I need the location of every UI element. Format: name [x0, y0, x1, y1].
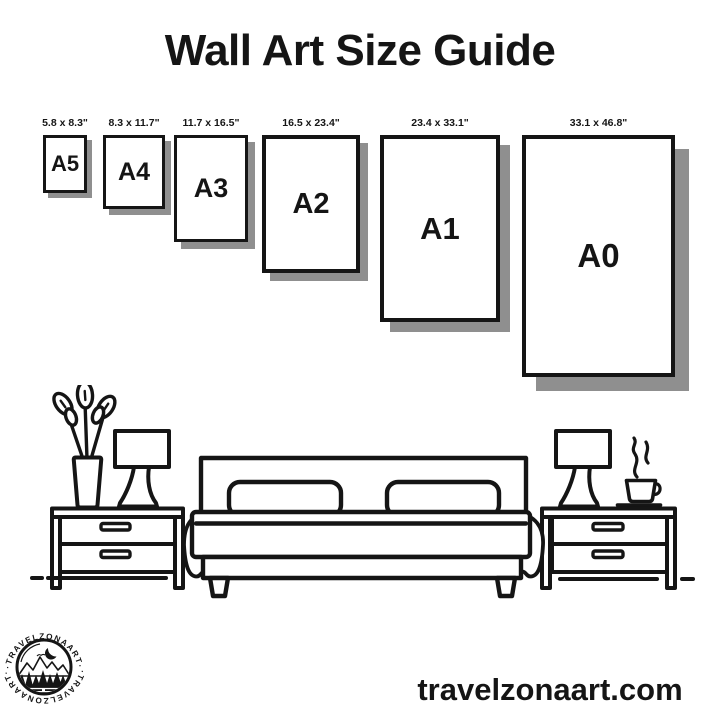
size-frame-a0 — [492, 117, 705, 377]
size-dimensions-label: 33.1 x 46.8" — [569, 117, 628, 129]
badge-top-text: ·TRAVELZONAART· — [3, 631, 85, 670]
size-code-label: A5 — [50, 151, 80, 176]
brand-logo — [1, 623, 87, 711]
coffee-cup-icon — [618, 438, 661, 505]
size-dimensions-label: 8.3 x 11.7" — [108, 117, 160, 129]
paper-a0 — [522, 135, 675, 377]
size-dimensions-label: 5.8 x 8.3" — [42, 117, 88, 129]
steam-icon — [633, 438, 637, 477]
plant-icon — [50, 385, 118, 508]
nightstand-right-icon — [542, 509, 675, 589]
paper-a1 — [380, 135, 500, 322]
size-code-label: A4 — [118, 157, 150, 186]
size-code-label: A0 — [577, 237, 620, 274]
page-title: Wall Art Size Guide — [164, 26, 556, 75]
website-url: travelzonaart.com — [417, 672, 683, 707]
size-code-label: A1 — [420, 210, 460, 246]
bedroom-illustration — [0, 385, 720, 600]
lamp-right-icon — [556, 431, 610, 507]
size-code-label: A2 — [292, 187, 330, 220]
size-dimensions-label: 11.7 x 16.5" — [182, 117, 240, 129]
steam-icon — [646, 442, 648, 463]
bed-icon — [184, 458, 543, 596]
badge-bottom-text: ·TRAVELZONAART· — [1, 668, 87, 706]
paper-a2 — [262, 135, 360, 273]
size-code-label: A3 — [193, 173, 229, 203]
size-dimensions-label: 23.4 x 33.1" — [411, 117, 469, 129]
lamp-left-icon — [115, 431, 169, 507]
size-dimensions-label: 16.5 x 23.4" — [282, 117, 340, 129]
